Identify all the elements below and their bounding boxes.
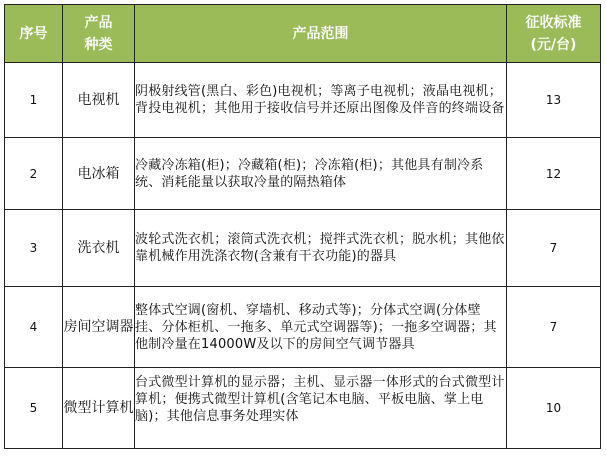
cell-serial-number: 4 (5, 287, 63, 368)
cell-serial-number: 5 (5, 368, 63, 449)
cell-fee-standard: 12 (507, 138, 601, 210)
cell-product-range: 台式微型计算机的显示器；主机、显示器一体形式的台式微型计算机；便携式微型计算机(含笔记本电脑、平板电脑、掌上电脑)；其他信息事务处理实体 (135, 368, 507, 449)
cell-product-type: 洗衣机 (63, 210, 135, 287)
header-serial-number-label: 序号 (19, 25, 48, 42)
cell-product-range: 整体式空调(窗机、穿墙机、移动式等)；分体式空调(分体壁挂、分体柜机、一拖多、单元式空调器等)；一拖多空调器；其他制冷量在14000W及以下的房间空气调节器具 (135, 287, 507, 368)
fee-standard-table (4, 4, 601, 449)
header-product-range (135, 5, 507, 63)
cell-fee-standard: 13 (507, 63, 601, 138)
header-product-range-label: 产品范围 (292, 25, 349, 42)
cell-product-range: 冷藏冷冻箱(柜)；冷藏箱(柜)；冷冻箱(柜)；其他具有制冷系统、消耗能量以获取冷量的隔热箱体 (135, 138, 507, 210)
cell-product-range: 波轮式洗衣机；滚筒式洗衣机；搅拌式洗衣机；脱水机；其他依靠机械作用洗涤衣物(含兼有干衣功能)的器具 (135, 210, 507, 287)
cell-fee-standard: 7 (507, 287, 601, 368)
table-row (5, 210, 601, 287)
header-fee-standard-line1: 征收标准 (525, 14, 582, 31)
table-row (5, 368, 601, 449)
cell-product-type: 电视机 (63, 63, 135, 138)
table-header (5, 5, 601, 63)
cell-serial-number: 2 (5, 138, 63, 210)
cell-product-type: 微型计算机 (63, 368, 135, 449)
cell-fee-standard: 10 (507, 368, 601, 449)
header-fee-standard-line2: (元/台) (530, 36, 577, 53)
table-body (5, 63, 601, 449)
table-row (5, 287, 601, 368)
table-row (5, 138, 601, 210)
cell-product-range: 阴极射线管(黑白、彩色)电视机；等离子电视机；液晶电视机；背投电视机；其他用于接收信号并还原出图像及伴音的终端设备 (135, 63, 507, 138)
cell-serial-number: 1 (5, 63, 63, 138)
header-product-type-line1: 产品 (84, 14, 113, 31)
cell-product-type: 房间空调器 (63, 287, 135, 368)
header-fee-standard (507, 5, 601, 63)
table-row (5, 63, 601, 138)
header-product-type-line2: 种类 (84, 36, 113, 53)
cell-fee-standard: 7 (507, 210, 601, 287)
cell-serial-number: 3 (5, 210, 63, 287)
header-serial-number (5, 5, 63, 63)
cell-product-type: 电冰箱 (63, 138, 135, 210)
header-product-type (63, 5, 135, 63)
